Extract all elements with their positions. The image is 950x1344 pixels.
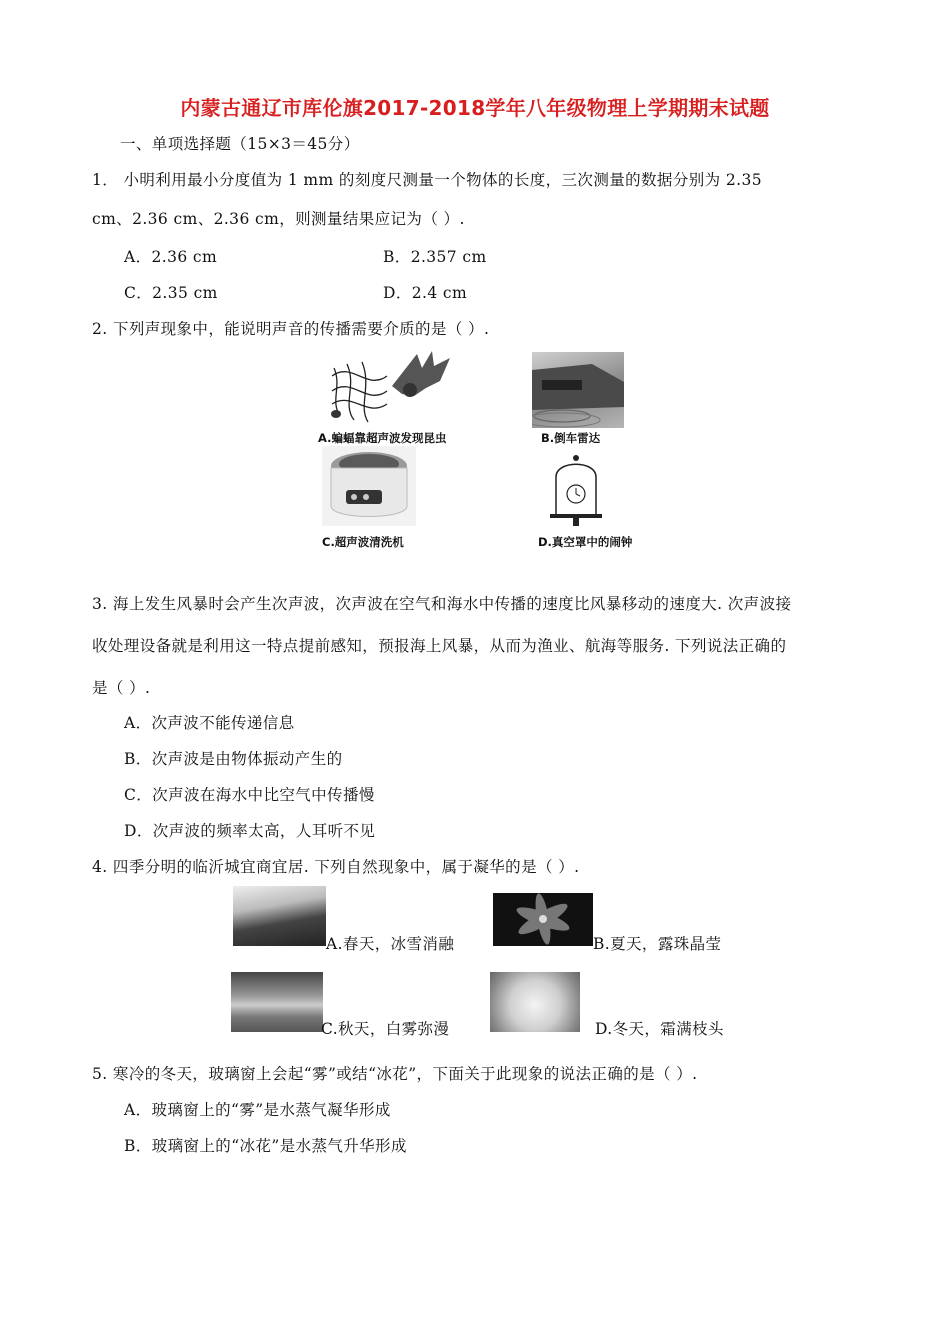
q3-option-c: C．次声波在海水中比空气中传播慢 (124, 786, 375, 804)
reversing-radar-photo (532, 352, 624, 428)
dew-leaf-photo (493, 893, 593, 946)
q1-stem-line2: cm、2.36 cm、2.36 cm，则测量结果应记为（ ）. (92, 210, 465, 228)
q5-option-b: B．玻璃窗上的“冰花”是水蒸气升华形成 (124, 1137, 407, 1155)
q2-caption-b: B.倒车雷达 (541, 431, 601, 445)
q5-option-a: A．玻璃窗上的“雾”是水蒸气凝华形成 (124, 1101, 391, 1119)
q4-option-b: B.夏天，露珠晶莹 (593, 935, 722, 953)
bat-ultrasound-figure (322, 346, 452, 426)
q3-stem-line1: 3. 海上发生风暴时会产生次声波，次声波在空气和海水中传播的速度比风暴移动的速度大. 次声波接 (92, 595, 792, 613)
q4-option-c: C.秋天，白雾弥漫 (321, 1020, 450, 1038)
q5-stem: 5. 寒冷的冬天，玻璃窗上会起“雾”或结“冰花”，下面关于此现象的说法正确的是（ ）. (92, 1065, 698, 1083)
q4-option-a: A.春天，冰雪消融 (326, 935, 455, 953)
q3-stem-line3: 是（ ）. (92, 679, 151, 697)
q1-option-c: C．2.35 cm (124, 284, 218, 302)
q4-option-d: D.冬天，霜满枝头 (595, 1020, 724, 1038)
q4-stem: 4. 四季分明的临沂城宜商宜居. 下列自然现象中，属于凝华的是（ ）. (92, 858, 580, 876)
vacuum-bell-jar-figure (546, 452, 606, 530)
melting-snow-photo (233, 886, 326, 946)
insect-icon (331, 410, 341, 418)
fog-lake-photo (231, 972, 323, 1032)
q1-option-d: D．2.4 cm (383, 284, 468, 302)
q1-option-b: B．2.357 cm (383, 248, 487, 266)
document-title: 内蒙古通辽市库伦旗2017-2018学年八年级物理上学期期末试题 (180, 96, 770, 120)
q2-caption-c: C.超声波清洗机 (322, 535, 404, 549)
q3-option-d: D．次声波的频率太高，人耳听不见 (124, 822, 376, 840)
bat-icon (392, 351, 450, 397)
ultrasonic-cleaner-photo (322, 446, 416, 526)
q2-stem: 2. 下列声现象中，能说明声音的传播需要介质的是（ ）. (92, 320, 490, 338)
section-heading: 一、单项选择题（15×3＝45分） (120, 135, 360, 153)
q1-option-a: A．2.36 cm (124, 248, 218, 266)
q2-caption-d: D.真空罩中的闹钟 (538, 535, 633, 549)
q1-stem-line1: 1． 小明利用最小分度值为 1 mm 的刻度尺测量一个物体的长度，三次测量的数据分别为 2.35 (92, 171, 762, 189)
q2-caption-a: A.蝙蝠靠超声波发现昆虫 (318, 431, 447, 445)
q3-stem-line2: 收处理设备就是利用这一特点提前感知，预报海上风暴，从而为渔业、航海等服务. 下列说法正确的 (92, 637, 787, 655)
q3-option-a: A．次声波不能传递信息 (124, 714, 295, 732)
q3-option-b: B．次声波是由物体振动产生的 (124, 750, 343, 768)
frost-tree-photo (490, 972, 580, 1032)
